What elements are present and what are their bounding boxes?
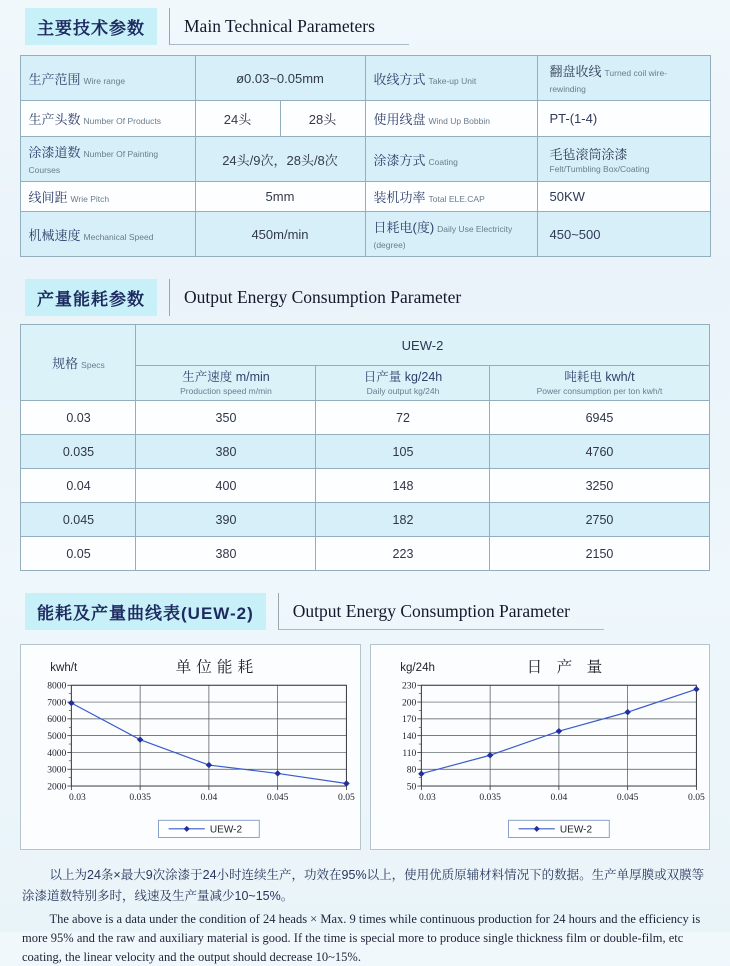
tech-table-row xyxy=(20,182,710,212)
tech-value-main: 50KW xyxy=(549,189,585,204)
tech-label-zh: 装机功率 xyxy=(373,190,426,205)
svg-text:6000: 6000 xyxy=(47,714,67,726)
svg-text:0.03: 0.03 xyxy=(418,792,436,804)
svg-text:200: 200 xyxy=(401,697,416,709)
tech-label-zh: 机械速度 xyxy=(28,227,81,243)
data-point-marker xyxy=(68,700,74,706)
tech-label-zh: 线间距 xyxy=(28,190,68,205)
output-table-cell: 2750 xyxy=(490,503,709,537)
output-table-cell: 390 xyxy=(136,503,316,537)
output-table-cell: 0.035 xyxy=(21,435,136,469)
tech-value-left: 450m/min xyxy=(195,212,365,257)
tech-label-right xyxy=(365,137,537,182)
svg-text:0.04: 0.04 xyxy=(550,792,567,804)
chart-legend xyxy=(508,821,609,838)
tech-table-body xyxy=(20,56,710,257)
svg-text:5000: 5000 xyxy=(47,731,67,743)
legend-series-label: UEW-2 xyxy=(559,824,592,836)
specs-corner-cell xyxy=(21,325,136,401)
main-technical-parameters-table xyxy=(20,55,711,257)
output-table-cell: 0.045 xyxy=(21,503,136,537)
chart-unit-energy-consumption xyxy=(20,644,361,849)
tech-label-zh: 日耗电(度) xyxy=(373,220,435,235)
chart-title: 日 产 量 xyxy=(526,659,607,677)
series-group-header: UEW-2 xyxy=(136,325,709,366)
data-point-marker xyxy=(418,771,424,777)
column-header-production-speed: 生产速度 m/min Production speed m/min xyxy=(136,366,316,401)
svg-text:0.03: 0.03 xyxy=(69,792,86,804)
column-header-daily-output: 日产量 kg/24h Daily output kg/24h xyxy=(316,366,490,401)
svg-text:0.035: 0.035 xyxy=(129,792,151,804)
output-table-cell: 400 xyxy=(136,469,316,503)
output-table-cell: 0.04 xyxy=(21,469,136,503)
output-table-cell: 6945 xyxy=(490,401,709,435)
svg-text:4000: 4000 xyxy=(47,748,67,760)
output-table-row xyxy=(21,401,709,435)
tech-table-row xyxy=(20,212,710,257)
output-table-body xyxy=(21,325,709,571)
tech-value-right xyxy=(537,182,710,212)
output-table-cell: 0.03 xyxy=(21,401,136,435)
tech-label-en: Take-up Unit xyxy=(428,75,477,86)
tech-label-en: Coating xyxy=(428,156,458,167)
svg-text:140: 140 xyxy=(401,731,416,743)
tech-label-zh: 收线方式 xyxy=(373,71,426,87)
tech-label-en: Wire range xyxy=(83,75,126,86)
svg-text:3000: 3000 xyxy=(47,764,67,776)
tech-label-zh: 涂漆道数 xyxy=(28,145,81,160)
tech-label-en: Mechanical Speed xyxy=(83,231,154,242)
data-point-marker xyxy=(555,728,561,734)
svg-text:0.05: 0.05 xyxy=(687,792,705,804)
tech-table-row xyxy=(20,101,710,137)
svg-text:0.04: 0.04 xyxy=(200,792,218,804)
data-point-marker xyxy=(206,762,212,768)
output-table-row xyxy=(21,503,709,537)
tech-value-left: 5mm xyxy=(195,182,365,212)
tech-table-row xyxy=(20,56,710,101)
section-header-main-parameters xyxy=(25,8,730,45)
tech-value-left: 24头/9次，28头/8次 xyxy=(195,137,365,182)
tech-value-right xyxy=(537,101,710,137)
line-chart-svg xyxy=(24,649,357,846)
svg-text:80: 80 xyxy=(406,764,416,776)
tech-value-right xyxy=(537,212,710,257)
output-table-header-row1 xyxy=(21,325,709,366)
output-table-cell: 350 xyxy=(136,401,316,435)
section-title-en: Output Energy Consumption Parameter xyxy=(169,279,495,316)
tech-value-part: 24头 xyxy=(223,112,252,127)
tech-label-right xyxy=(365,56,537,101)
tech-label-en: Wind Up Bobbin xyxy=(428,116,490,126)
svg-text:230: 230 xyxy=(401,680,416,692)
output-table-row xyxy=(21,469,709,503)
output-table-cell: 0.05 xyxy=(21,537,136,571)
tech-label-en: Daily Use Electricity (degree) xyxy=(373,224,513,250)
svg-text:2000: 2000 xyxy=(47,781,67,793)
tech-label-left xyxy=(20,137,195,182)
output-table-cell: 182 xyxy=(316,503,490,537)
svg-text:170: 170 xyxy=(401,714,416,726)
output-table-cell: 3250 xyxy=(490,469,709,503)
data-point-marker xyxy=(693,686,699,692)
svg-text:0.045: 0.045 xyxy=(616,792,638,804)
svg-text:7000: 7000 xyxy=(47,697,67,709)
line-chart-svg xyxy=(374,649,707,846)
output-table-row xyxy=(21,537,709,571)
tech-value-split-wrap xyxy=(196,101,365,136)
tech-label-left xyxy=(20,56,195,101)
tech-label-left xyxy=(20,101,195,137)
tech-label-zh: 涂漆方式 xyxy=(373,152,426,168)
y-axis-unit-label: kwh/t xyxy=(50,662,78,675)
specs-label-zh: 规格 xyxy=(52,356,79,372)
chart-legend xyxy=(159,821,260,838)
footnote-english: The above is a data under the condition of 24 heads × Max. 9 times while continuous production for 24 hours and the efficiency is more 95% and the raw and auxiliary material is good. If the time is special more to produce single thickness film or double-film, etc coating, the linear velocity and the output should decrease 10~15%. xyxy=(22,912,701,964)
tech-value-main: PT-(1-4) xyxy=(549,111,598,126)
footnotes xyxy=(22,865,708,966)
tech-value-left: ø0.03~0.05mm xyxy=(195,56,365,101)
tech-value-sub: Felt/Tumbling Box/Coating xyxy=(549,164,650,174)
tech-table-row xyxy=(20,137,710,182)
tech-label-left xyxy=(20,182,195,212)
footnote-chinese: 以上为24条×最大9次涂漆于24小时连续生产，功效在95%以上，使用优质原辅材料情况下的数据。生产单厚膜或双膜等涂漆道数特别多时，线速及生产量减少10~15%。 xyxy=(22,867,705,903)
specs-label-en: Specs xyxy=(81,360,105,371)
svg-text:110: 110 xyxy=(401,748,416,760)
output-table-cell: 105 xyxy=(316,435,490,469)
section-title-en: Output Energy Consumption Parameter xyxy=(278,593,604,630)
chart-daily-output xyxy=(370,644,711,849)
section-title-zh: 产量能耗参数 xyxy=(25,279,157,316)
svg-text:0.05: 0.05 xyxy=(338,792,355,804)
y-axis-unit-label: kg/24h xyxy=(399,662,435,675)
data-point-marker xyxy=(274,770,280,776)
output-table-cell: 148 xyxy=(316,469,490,503)
tech-label-left xyxy=(20,212,195,257)
tech-label-zh: 生产头数 xyxy=(28,112,81,127)
output-table-cell: 4760 xyxy=(490,435,709,469)
charts-row xyxy=(20,644,710,849)
section-header-curve-charts xyxy=(25,593,730,630)
tech-label-zh: 生产范围 xyxy=(28,71,81,87)
section-title-zh: 能耗及产量曲线表(UEW-2) xyxy=(25,593,266,630)
svg-text:8000: 8000 xyxy=(47,680,67,692)
tech-value-part: 28头 xyxy=(280,101,365,136)
section-header-output-energy xyxy=(25,279,730,316)
output-table-cell: 380 xyxy=(136,435,316,469)
data-point-marker xyxy=(486,752,492,758)
tech-value-main: 450~500 xyxy=(549,226,601,242)
data-point-marker xyxy=(137,737,143,743)
svg-text:50: 50 xyxy=(406,781,416,793)
output-table-cell: 72 xyxy=(316,401,490,435)
output-table-row xyxy=(21,435,709,469)
output-table-cell: 380 xyxy=(136,537,316,571)
tech-value-left xyxy=(195,101,365,137)
tech-label-en: Total ELE.CAP xyxy=(428,194,485,204)
svg-text:0.035: 0.035 xyxy=(478,792,501,804)
chart-title: 单位能耗 xyxy=(175,659,259,677)
section-title-zh: 主要技术参数 xyxy=(25,8,157,45)
output-energy-table xyxy=(20,324,709,571)
output-table-cell: 223 xyxy=(316,537,490,571)
tech-value-sub: Turned coil wire-rewinding xyxy=(549,68,668,94)
tech-label-en: Wrie Pitch xyxy=(70,194,110,204)
tech-label-zh: 使用线盘 xyxy=(373,112,426,127)
tech-label-en: Number Of Products xyxy=(83,116,161,126)
tech-label-right xyxy=(365,182,537,212)
column-header-power-consumption: 吨耗电 kwh/t Power consumption per ton kwh/t xyxy=(490,366,709,401)
tech-value-main: 翻盘收线 xyxy=(549,64,602,79)
legend-series-label: UEW-2 xyxy=(209,824,243,836)
output-table-cell: 2150 xyxy=(490,537,709,571)
tech-label-right xyxy=(365,101,537,137)
svg-text:0.045: 0.045 xyxy=(266,792,289,804)
tech-value-right xyxy=(537,56,710,101)
data-point-marker xyxy=(624,709,630,715)
tech-label-en: Number Of Painting Courses xyxy=(28,149,159,175)
tech-value-right xyxy=(537,137,710,182)
section-title-en: Main Technical Parameters xyxy=(169,8,409,45)
tech-label-right xyxy=(365,212,537,257)
tech-value-main: 毛毡滚筒涂漆 xyxy=(549,147,628,162)
